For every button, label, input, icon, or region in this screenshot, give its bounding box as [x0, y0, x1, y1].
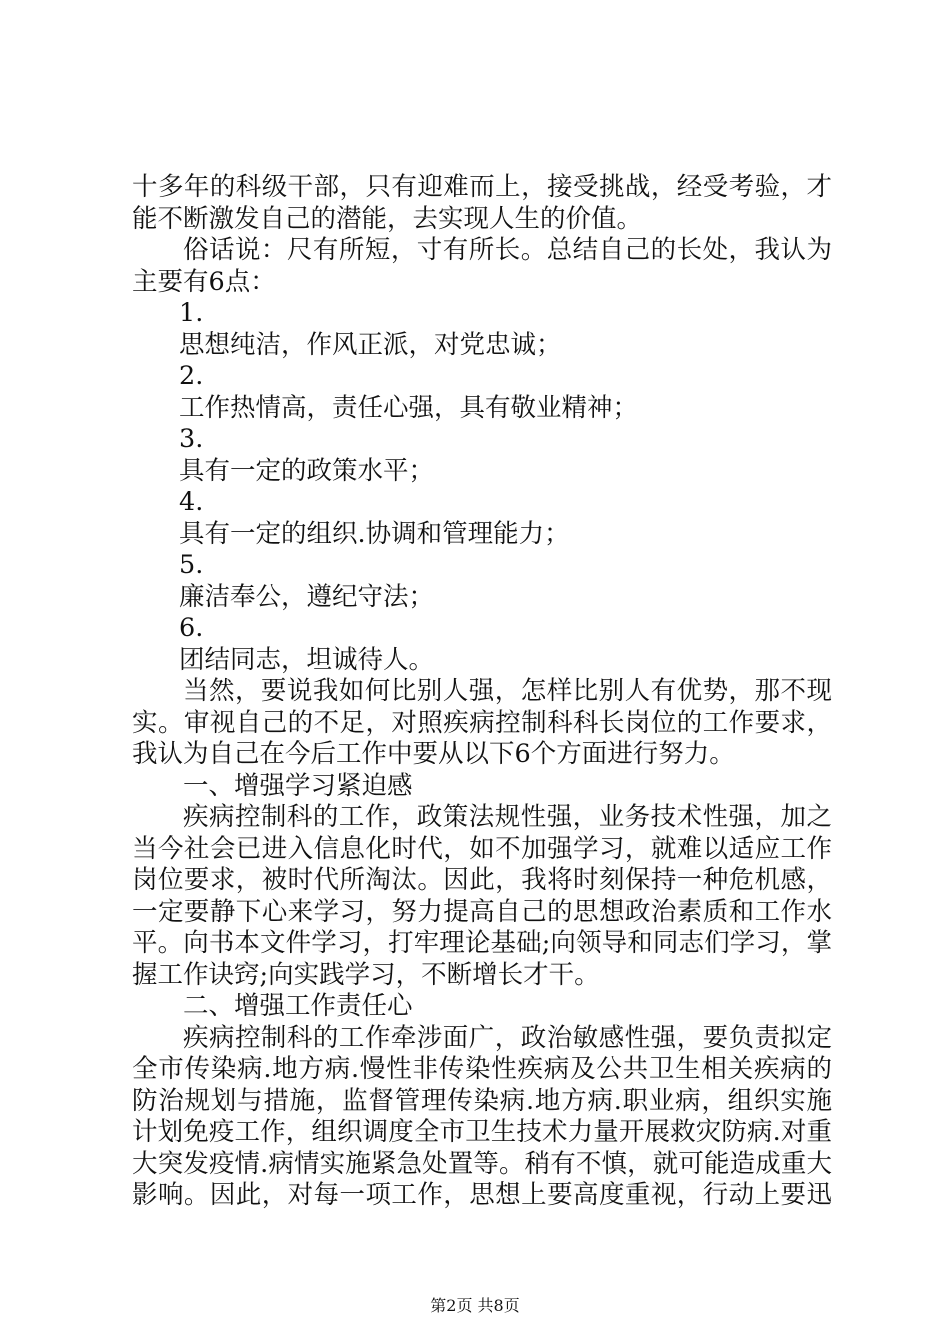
- text-line: 岗位要求，被时代所淘汰。因此，我将时刻保持一种危机感，: [132, 865, 832, 895]
- text-line: 平。向书本文件学习，打牢理论基础;向领导和同志们学习，掌: [132, 928, 832, 958]
- list-number: 3.: [179, 424, 204, 454]
- list-item: 工作热情高，责任心强，具有敬业精神；: [179, 392, 639, 423]
- text-line: 握工作诀窍;向实践学习，不断增长才干。: [132, 959, 600, 990]
- text-line: 实。审视自己的不足，对照疾病控制科科长岗位的工作要求，: [132, 707, 832, 738]
- list-item: 具有一定的政策水平；: [179, 455, 435, 486]
- list-item: 具有一定的组织.协调和管理能力；: [179, 518, 570, 549]
- list-number: 2.: [179, 361, 204, 391]
- list-number: 4.: [179, 487, 204, 517]
- list-number: 6.: [179, 613, 204, 643]
- text-line: 俗话说：尺有所短，寸有所长。总结自己的长处，我认为: [183, 235, 832, 265]
- section-heading: 二、增强工作责任心: [183, 991, 413, 1021]
- list-number: 1.: [179, 298, 204, 328]
- list-item: 团结同志，坦诚待人。: [179, 644, 435, 675]
- text-line: 主要有6点：: [132, 266, 276, 297]
- list-number: 5.: [179, 550, 204, 580]
- body-text: [132, 172, 832, 1212]
- text-line: 当今社会已进入信息化时代，如不加强学习，就难以适应工作: [132, 833, 832, 864]
- list-item: 思想纯洁，作风正派，对党忠诚；: [179, 329, 562, 360]
- text-line: 计划免疫工作，组织调度全市卫生技术力量开展救灾防病.对重: [132, 1117, 832, 1147]
- text-line: 疾病控制科的工作牵涉面广，政治敏感性强，要负责拟定: [183, 1022, 832, 1053]
- text-line: 一定要静下心来学习，努力提高自己的思想政治素质和工作水: [132, 896, 832, 927]
- text-line: 防治规划与措施，监督管理传染病.地方病.职业病，组织实施: [132, 1085, 832, 1116]
- list-item: 廉洁奉公，遵纪守法；: [179, 581, 435, 612]
- text-line: 大突发疫情.病情实施紧急处置等。稍有不慎，就可能造成重大: [132, 1148, 832, 1179]
- text-line: 全市传染病.地方病.慢性非传染性疾病及公共卫生相关疾病的: [132, 1054, 832, 1084]
- text-line: 我认为自己在今后工作中要从以下6个方面进行努力。: [132, 739, 735, 769]
- text-line: 十多年的科级干部，只有迎难而上，接受挑战，经受考验，才: [132, 172, 832, 202]
- section-heading: 一、增强学习紧迫感: [183, 770, 413, 801]
- text-line: 疾病控制科的工作，政策法规性强，业务技术性强，加之: [183, 802, 832, 832]
- text-line: 当然，要说我如何比别人强，怎样比别人有优势，那不现: [183, 676, 832, 706]
- text-line: 能不断激发自己的潜能，去实现人生的价值。: [132, 203, 643, 234]
- page-footer: 第2页 共8页: [430, 1296, 520, 1315]
- text-line: 影响。因此，对每一项工作，思想上要高度重视，行动上要迅: [132, 1180, 832, 1210]
